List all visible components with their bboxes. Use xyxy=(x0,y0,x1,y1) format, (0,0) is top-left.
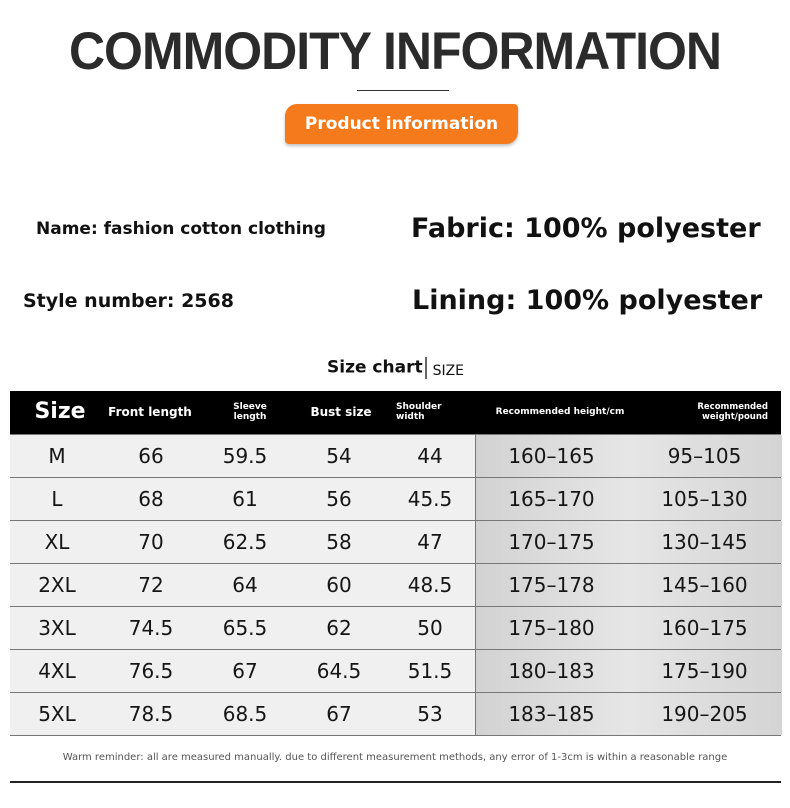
size-chart-label: Size chart xyxy=(327,357,423,378)
row-sleeve-length: 64 xyxy=(232,573,258,597)
row-recommended-height: 183–185 xyxy=(508,702,595,726)
row-bust-size: 56 xyxy=(326,487,352,511)
row-recommended-weight: 95–105 xyxy=(667,444,742,468)
row-bust-size: 64.5 xyxy=(316,659,362,683)
header-weight-line2: weight/pound xyxy=(702,411,768,422)
table-row xyxy=(10,649,781,692)
row-sleeve-length: 59.5 xyxy=(222,444,268,468)
page-title: COMMODITY INFORMATION xyxy=(68,21,722,81)
row-front-length: 74.5 xyxy=(128,616,174,640)
row-recommended-weight: 190–205 xyxy=(661,702,748,726)
size-chart-title xyxy=(327,357,464,379)
warm-reminder-note: Warm reminder: all are measured manually. due to different measurement methods, any error of 1-3cm is within a reasonable range xyxy=(62,752,728,763)
title-divider xyxy=(357,90,449,91)
row-front-length: 66 xyxy=(138,444,164,468)
row-shoulder-width: 44 xyxy=(417,444,443,468)
row-recommended-height: 170–175 xyxy=(508,530,595,554)
row-size: L xyxy=(51,487,63,511)
row-recommended-weight: 160–175 xyxy=(661,616,748,640)
row-front-length: 72 xyxy=(138,573,164,597)
row-shoulder-width: 48.5 xyxy=(407,573,453,597)
row-size: 5XL xyxy=(38,702,76,726)
table-row xyxy=(10,434,781,477)
header-size: Size xyxy=(34,399,86,425)
product-name: Name: fashion cotton clothing xyxy=(36,219,326,239)
row-recommended-height: 175–178 xyxy=(508,573,595,597)
row-recommended-height: 165–170 xyxy=(508,487,595,511)
header-front-length: Front length xyxy=(108,404,192,419)
row-recommended-weight: 130–145 xyxy=(661,530,748,554)
header-shoulder-width xyxy=(396,391,456,434)
row-size: 2XL xyxy=(38,573,76,597)
header-shoulder-line2: width xyxy=(396,411,425,422)
row-bust-size: 54 xyxy=(326,444,352,468)
row-recommended-height: 175–180 xyxy=(508,616,595,640)
row-sleeve-length: 68.5 xyxy=(222,702,268,726)
row-sleeve-length: 67 xyxy=(232,659,258,683)
row-front-length: 76.5 xyxy=(128,659,174,683)
row-size: 3XL xyxy=(38,616,76,640)
product-information-badge: Product information xyxy=(285,104,518,144)
row-shoulder-width: 51.5 xyxy=(407,659,453,683)
header-sleeve-length xyxy=(206,391,294,434)
footer-divider xyxy=(10,781,781,783)
fabric-info: Fabric: 100% polyester xyxy=(411,213,761,244)
row-sleeve-length: 61 xyxy=(232,487,258,511)
header-recommended-weight xyxy=(678,391,768,434)
row-front-length: 68 xyxy=(138,487,164,511)
row-bust-size: 60 xyxy=(326,573,352,597)
row-shoulder-width: 50 xyxy=(417,616,443,640)
row-bust-size: 58 xyxy=(326,530,352,554)
size-chart-label-en: SIZE xyxy=(432,362,465,379)
row-sleeve-length: 65.5 xyxy=(222,616,268,640)
row-size: XL xyxy=(44,530,70,554)
row-front-length: 70 xyxy=(138,530,164,554)
table-row xyxy=(10,563,781,606)
row-recommended-height: 180–183 xyxy=(508,659,595,683)
header-bust-size: Bust size xyxy=(310,404,372,419)
title-separator xyxy=(425,357,427,379)
header-recommended-height: Recommended height/cm xyxy=(495,406,625,417)
row-size: M xyxy=(48,444,66,468)
table-row xyxy=(10,692,781,736)
style-number: Style number: 2568 xyxy=(23,290,234,312)
row-recommended-weight: 175–190 xyxy=(661,659,748,683)
row-bust-size: 62 xyxy=(326,616,352,640)
row-front-length: 78.5 xyxy=(128,702,174,726)
header-sleeve-line2: length xyxy=(233,411,267,422)
row-recommended-weight: 105–130 xyxy=(661,487,748,511)
lining-info: Lining: 100% polyester xyxy=(412,285,763,316)
header-shoulder-line1: Shoulder xyxy=(396,401,442,412)
table-row xyxy=(10,520,781,563)
row-sleeve-length: 62.5 xyxy=(222,530,268,554)
header-sleeve-line1: Sleeve xyxy=(233,401,267,412)
row-shoulder-width: 45.5 xyxy=(407,487,453,511)
row-recommended-weight: 145–160 xyxy=(661,573,748,597)
size-table-header xyxy=(10,391,781,434)
header-weight-line1: Recommended xyxy=(697,402,768,413)
row-shoulder-width: 47 xyxy=(417,530,443,554)
row-bust-size: 67 xyxy=(326,702,352,726)
size-table-body xyxy=(10,434,781,736)
table-row xyxy=(10,477,781,520)
row-size: 4XL xyxy=(38,659,76,683)
row-shoulder-width: 53 xyxy=(417,702,443,726)
size-table xyxy=(10,391,781,736)
table-row xyxy=(10,606,781,649)
row-recommended-height: 160–165 xyxy=(508,444,595,468)
